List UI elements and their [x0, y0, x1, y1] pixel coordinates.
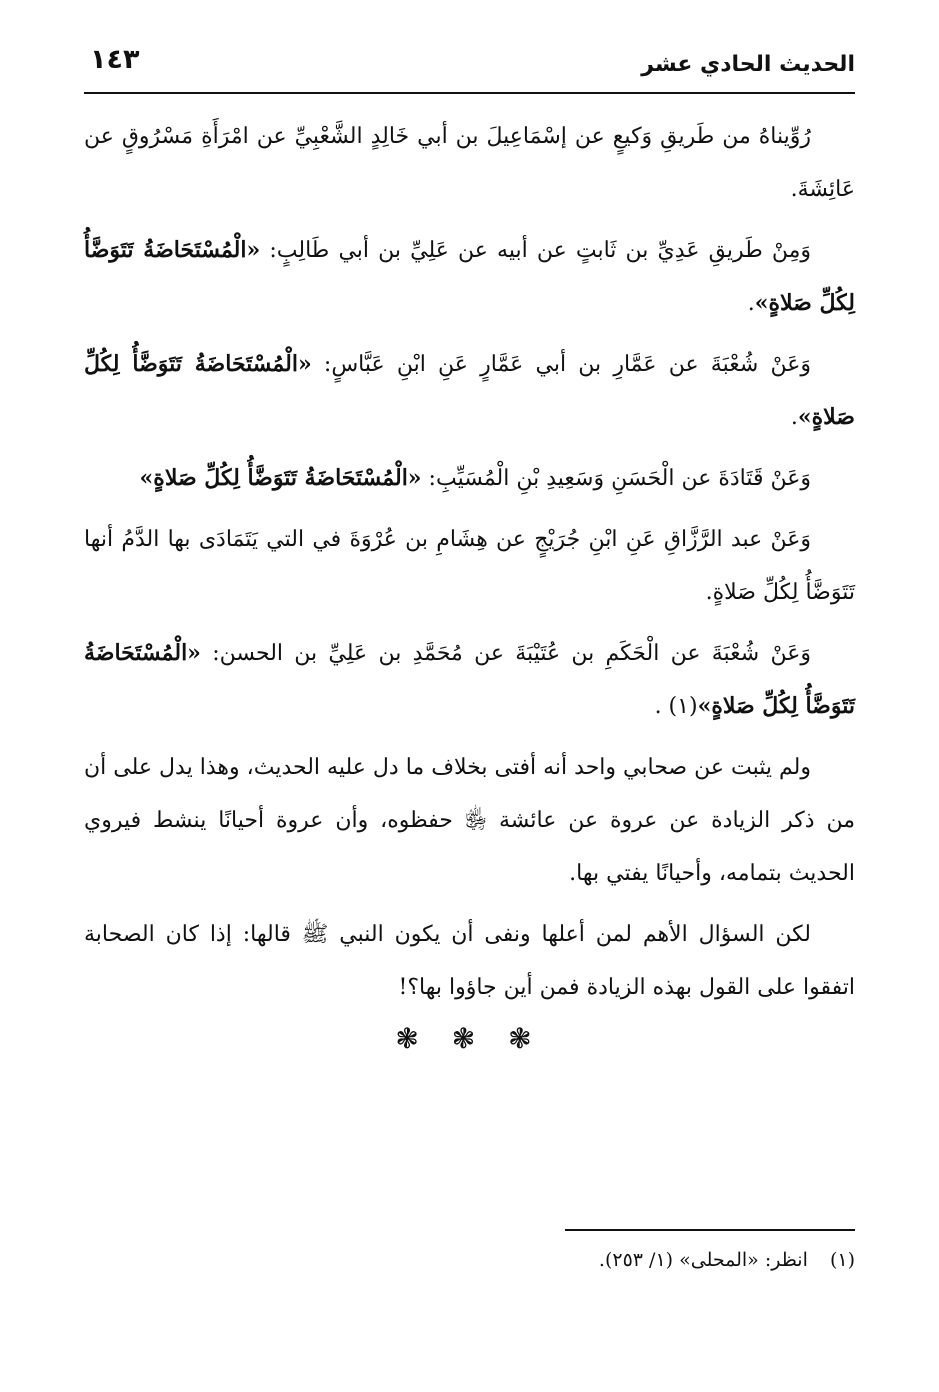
- main-text: [84, 110, 855, 1022]
- quote: «الْمُسْتَحَاضَةُ تَتَوَضَّأُ لِكُلِّ صَلاةٍ»: [84, 640, 855, 719]
- footnote: [84, 1245, 855, 1275]
- footnote-text: انظر: «المحلى» (١/ ٢٥٣).: [598, 1249, 808, 1271]
- quote: «الْمُسْتَحَاضَةُ تَتَوَضَّأُ لِكُلِّ صَلاةٍ»: [84, 237, 855, 316]
- section-separator: ❃ ❃ ❃: [395, 1022, 544, 1055]
- footnote-divider: [565, 1229, 855, 1231]
- paragraph: وَمِنْ طَريقِ عَدِيِّ بن ثَابتٍ عن أبيه عن عَلِيِّ بن أبي طَالِبٍ: «الْمُسْتَحَاضَةُ تَتَوَضَّأُ لِكُلِّ صَلاةٍ».: [84, 237, 855, 316]
- footnote-number: (١): [829, 1249, 855, 1271]
- paragraph: رُوِّيناهُ من طَريقِ وَكيعٍ عن إسْمَاعِيلَ بن أبي خَالِدٍ الشَّعْبِيِّ عن امْرَأَةِ مَسْرُوقٍ عن عَائِشَةَ.: [84, 124, 855, 202]
- footnote-ref: (١) .: [654, 694, 698, 719]
- paragraph: وَعَنْ شُعْبَةَ عن عَمَّارِ بن أبي عَمَّارٍ عَنِ ابْنِ عَبَّاسٍ: «الْمُسْتَحَاضَةُ تَتَوَضَّأُ لِكُلِّ صَلاةٍ».: [84, 351, 855, 430]
- chapter-title: الحديث الحادي عشر: [641, 52, 855, 77]
- paragraph: ولم يثبت عن صحابي واحد أنه أفتى بخلاف ما دل عليه الحديث، وهذا يدل على أن من ذكر الزيادة عن عروة عن عائشة ﵂ حفظوه، وأن عروة أحيانًا ينشط فيروي الحديث بتمامه، وأحيانًا يفتي بها.: [84, 755, 855, 886]
- paragraph: وَعَنْ شُعْبَةَ عن الْحَكَمِ بن عُتَيْبَةَ عن مُحَمَّدِ بن عَلِيِّ بن الحسن: «الْمُسْتَحَاضَةُ تَتَوَضَّأُ لِكُلِّ صَلاةٍ»(١) .: [84, 640, 855, 719]
- paragraph: وَعَنْ قَتَادَةَ عن الْحَسَنِ وَسَعِيدِ بْنِ الْمُسَيِّبِ: «الْمُسْتَحَاضَةُ تَتَوَضَّأُ لِكُلِّ صَلاةٍ»: [139, 465, 811, 491]
- quote: «الْمُسْتَحَاضَةُ تَتَوَضَّأُ لِكُلِّ صَلاةٍ»: [139, 465, 422, 491]
- page-number: ١٤٣: [90, 44, 140, 75]
- paragraph: وَعَنْ عبد الرَّزَّاقِ عَنِ ابْنِ جُرَيْجٍ عن هِشَامِ بن عُرْوَةَ في التي يَتَمَادَى بها الدَّمُ أنها تَتَوَضَّأُ لِكُلِّ صَلاةٍ.: [84, 527, 855, 605]
- quote: «الْمُسْتَحَاضَةُ تَتَوَضَّأُ لِكُلِّ صَلاةٍ»: [84, 351, 855, 430]
- page-header: [84, 40, 855, 94]
- paragraph: لكن السؤال الأهم لمن أعلها ونفى أن يكون النبي ﷺ قالها: إذا كان الصحابة اتفقوا على القول بهذه الزيادة فمن أين جاؤوا بها؟!: [84, 922, 855, 1000]
